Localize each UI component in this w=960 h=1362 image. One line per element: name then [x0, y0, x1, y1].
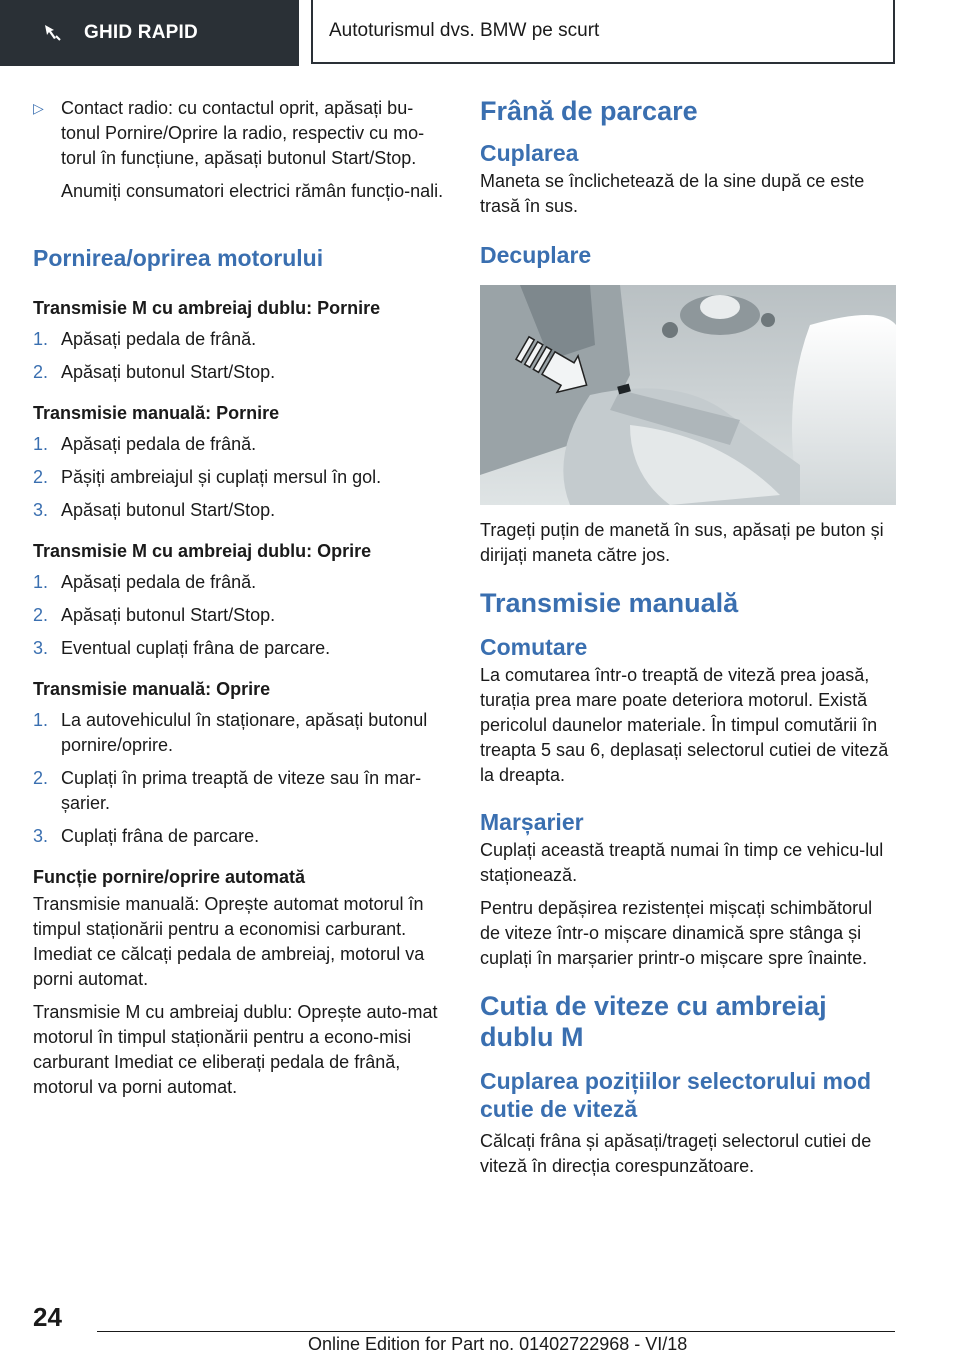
dct-stop-list — [33, 570, 448, 661]
heading-manual-stop: Transmisie manuală: Oprire — [33, 679, 271, 699]
right-column — [480, 96, 896, 1179]
reverse-text-2: Pentru depășirea rezistenței mișcați schimbătorul de viteze într-o mișcare dinamică spre stânga și cuplați în marșarier printr-o mișcare spre înainte. — [480, 898, 873, 968]
list-item: 2. Apăsați butonul Start/Stop. — [33, 605, 276, 625]
list-item: 1. Apăsați pedala de frână. — [33, 329, 257, 349]
footer-edition: Online Edition for Part no. 01402722968 - VI/18 — [308, 1334, 688, 1354]
selector-text: Călcați frâna și apăsați/trageți selectorul cutiei de viteză în direcția corespunzătoare. — [480, 1131, 872, 1176]
heading-dct-start: Transmisie M cu ambreiaj dublu: Pornire — [33, 298, 381, 318]
manual-start-list — [33, 432, 448, 523]
section-tab[interactable] — [0, 0, 299, 66]
list-item: 2. Cuplați în prima treaptă de viteze sau în mar-șarier. — [33, 768, 422, 813]
heading-manual-start: Transmisie manuală: Pornire — [33, 403, 280, 423]
manual-stop-list — [33, 708, 448, 849]
dct-start-list — [33, 327, 448, 385]
heading-dct: Cutia de viteze cu ambreiaj dublu M — [480, 991, 827, 1052]
quick-guide-icon — [42, 22, 64, 44]
auto-start-stop-manual: Transmisie manuală: Oprește automat motorul în timpul staționării pentru a economisi carburant. Imediat ce călcați pedala de ambreiaj, motorul va porni automat. — [33, 894, 425, 989]
section-tab-label: GHID RAPID — [84, 22, 198, 43]
heading-engage: Cuplarea — [480, 140, 579, 166]
heading-dct-stop: Transmisie M cu ambreiaj dublu: Oprire — [33, 541, 372, 561]
page-number: 24 — [33, 1302, 62, 1332]
heading-auto-start-stop: Funcție pornire/oprire automată — [33, 867, 306, 887]
list-item: 1. La autovehiculul în staționare, apăsați butonul pornire/oprire. — [33, 710, 428, 755]
heading-reverse: Marșarier — [480, 809, 584, 835]
heading-engine: Pornirea/oprirea motorului — [33, 245, 324, 271]
heading-manual-transmission: Transmisie manuală — [480, 588, 739, 618]
consumers-note: Anumiți consumatori electrici rămân funcțio-nali. — [61, 181, 444, 201]
list-item: 1. Apăsați pedala de frână. — [33, 434, 257, 454]
chapter-title: Autoturismul dvs. BMW pe scurt — [311, 0, 895, 64]
list-item: 1. Apăsați pedala de frână. — [33, 572, 257, 592]
list-item: 3. Cuplați frâna de parcare. — [33, 826, 260, 846]
left-column — [33, 96, 448, 1100]
list-item: 2. Apăsați butonul Start/Stop. — [33, 362, 276, 382]
page-header — [0, 0, 960, 66]
heading-shift: Comutare — [480, 634, 588, 660]
parking-brake-photo — [480, 285, 896, 505]
auto-start-stop-dct: Transmisie M cu ambreiaj dublu: Oprește auto-mat motorul în timpul staționării pentru a econo-misi carburant Imediat ce eliberați pedala de frână, motorul va porni automat. — [33, 1002, 438, 1097]
triangle-bullet-icon: ▷ — [33, 100, 44, 116]
list-item: 3. Apăsați butonul Start/Stop. — [33, 500, 276, 520]
heading-parking-brake: Frână de parcare — [480, 96, 698, 126]
shift-text: La comutarea într-o treaptă de viteză prea joasă, turația prea mare poate deteriora motorul. Există pericolul daunelor materiale. În timpul comutării în treapta 5 sau 6, deplasați selectorul cutiei de viteză la dreapta. — [480, 665, 889, 785]
release-text: Trageți puțin de manetă în sus, apăsați pe buton și dirijați maneta către jos. — [480, 520, 884, 565]
contact-radio-item: ▷ Contact radio: cu contactul oprit, apăsați bu-tonul Pornire/Oprire la radio, respectiv cu mo-torul în funcțiune, apăsați butonul Start/Stop. — [33, 98, 425, 168]
reverse-text-1: Cuplați această treaptă numai în timp ce vehicu-lul staționează. — [480, 840, 884, 885]
heading-selector-positions: Cuplarea pozițiilor selectorului mod cutie de viteză — [480, 1068, 872, 1122]
list-item: 2. Pășiți ambreiajul și cuplați mersul în gol. — [33, 467, 382, 487]
heading-release: Decuplare — [480, 242, 592, 268]
list-item: 3. Eventual cuplați frâna de parcare. — [33, 638, 331, 658]
engage-text: Maneta se înclichetează de la sine după ce este trasă în sus. — [480, 171, 865, 216]
footer-divider — [97, 1331, 895, 1332]
